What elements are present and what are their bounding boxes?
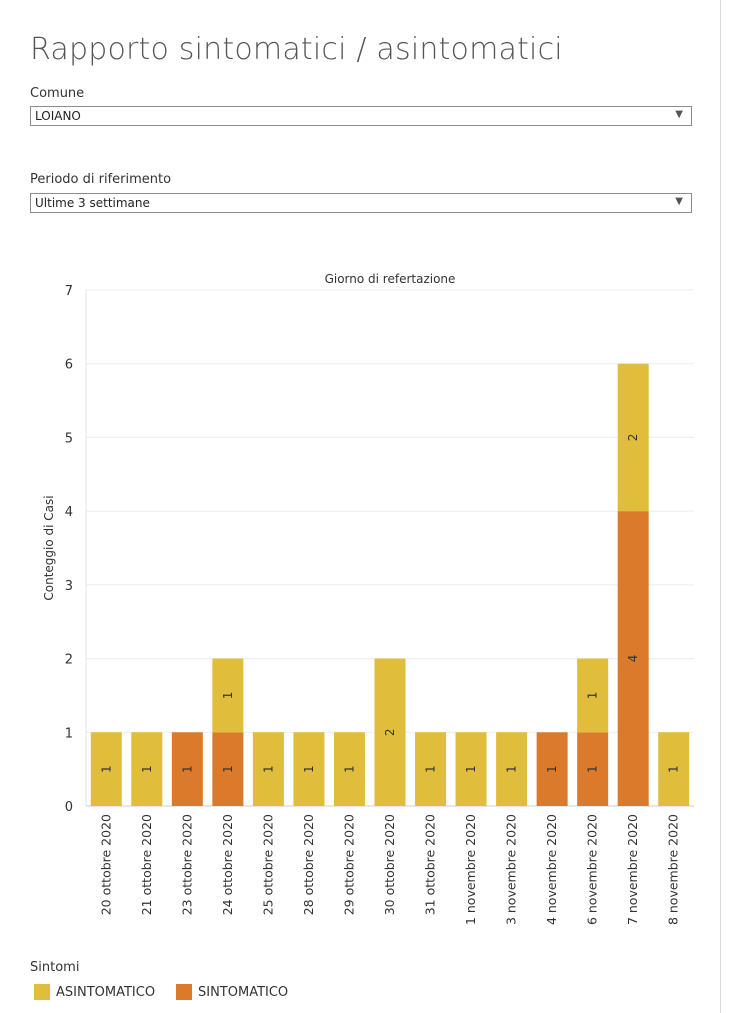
data-label-asintomatico: 1 bbox=[666, 765, 681, 773]
data-label-asintomatico: 1 bbox=[99, 765, 114, 773]
y-tick-label: 2 bbox=[64, 652, 73, 668]
periodo-label: Periodo di riferimento bbox=[30, 172, 172, 187]
data-label-asintomatico: 1 bbox=[342, 765, 357, 773]
stacked-bar-chart bbox=[0, 255, 720, 945]
legend-item-asintomatico[interactable] bbox=[34, 984, 155, 1000]
comune-select[interactable] bbox=[30, 106, 692, 126]
x-tick-label: 31 ottobre 2020 bbox=[422, 814, 438, 916]
x-tick-label: 1 novembre 2020 bbox=[463, 814, 479, 926]
y-tick-label: 7 bbox=[64, 284, 73, 299]
x-tick-label: 28 ottobre 2020 bbox=[300, 814, 316, 916]
data-label-asintomatico: 1 bbox=[504, 765, 519, 773]
periodo-select[interactable] bbox=[30, 193, 692, 213]
y-tick-label: 0 bbox=[64, 800, 73, 815]
data-label-asintomatico: 2 bbox=[626, 433, 641, 442]
legend-title: Sintomi bbox=[30, 960, 80, 975]
x-tick-label: 20 ottobre 2020 bbox=[98, 814, 114, 916]
legend-label-sintomatico: SINTOMATICO bbox=[198, 984, 289, 1000]
comune-label: Comune bbox=[30, 86, 85, 101]
y-axis-title: Conteggio di Casi bbox=[42, 495, 56, 601]
y-tick-label: 3 bbox=[64, 578, 73, 594]
data-label-asintomatico: 2 bbox=[383, 728, 397, 737]
x-tick-label: 8 novembre 2020 bbox=[665, 814, 681, 926]
data-label-sintomatico: 1 bbox=[545, 765, 560, 773]
data-label-sintomatico: 1 bbox=[220, 765, 235, 773]
x-tick-label: 29 ottobre 2020 bbox=[341, 814, 357, 916]
data-label-sintomatico: 4 bbox=[626, 654, 641, 663]
x-tick-label: 24 ottobre 2020 bbox=[219, 814, 235, 916]
data-label-asintomatico: 1 bbox=[464, 765, 479, 773]
x-tick-label: 21 ottobre 2020 bbox=[138, 814, 154, 916]
legend-label-asintomatico: ASINTOMATICO bbox=[56, 984, 156, 1000]
legend-swatch-sintomatico bbox=[176, 984, 192, 1000]
y-tick-label: 6 bbox=[64, 357, 73, 373]
data-label-asintomatico: 1 bbox=[585, 691, 600, 700]
data-label-asintomatico: 1 bbox=[301, 765, 316, 773]
data-label-asintomatico: 1 bbox=[261, 765, 276, 773]
y-tick-label: 4 bbox=[64, 505, 73, 521]
x-tick-label: 6 novembre 2020 bbox=[584, 814, 600, 926]
comune-select-value: LOIANO bbox=[35, 109, 81, 123]
chevron-down-icon: ▼ bbox=[675, 196, 683, 207]
x-axis-title: Giorno di refertazione bbox=[324, 272, 456, 286]
frame-border bbox=[720, 0, 721, 1013]
y-tick-label: 5 bbox=[64, 431, 73, 447]
x-tick-label: 30 ottobre 2020 bbox=[382, 814, 397, 916]
x-tick-label: 7 novembre 2020 bbox=[625, 814, 641, 926]
periodo-select-value: Ultime 3 settimane bbox=[35, 196, 150, 210]
data-label-asintomatico: 1 bbox=[220, 691, 235, 700]
y-tick-label: 1 bbox=[64, 726, 73, 742]
data-label-sintomatico: 1 bbox=[180, 765, 195, 773]
legend-item-sintomatico[interactable] bbox=[176, 984, 288, 1000]
x-tick-label: 25 ottobre 2020 bbox=[260, 814, 276, 916]
x-tick-label: 4 novembre 2020 bbox=[544, 814, 560, 926]
x-tick-label: 23 ottobre 2020 bbox=[179, 814, 195, 916]
data-label-sintomatico: 1 bbox=[585, 765, 600, 773]
data-label-asintomatico: 1 bbox=[139, 765, 154, 773]
data-label-asintomatico: 1 bbox=[423, 765, 438, 773]
x-tick-label: 3 novembre 2020 bbox=[503, 814, 519, 926]
page-title: Rapporto sintomatici / asintomatici bbox=[30, 32, 563, 67]
chevron-down-icon: ▼ bbox=[675, 109, 683, 120]
legend-swatch-asintomatico bbox=[34, 984, 50, 1000]
